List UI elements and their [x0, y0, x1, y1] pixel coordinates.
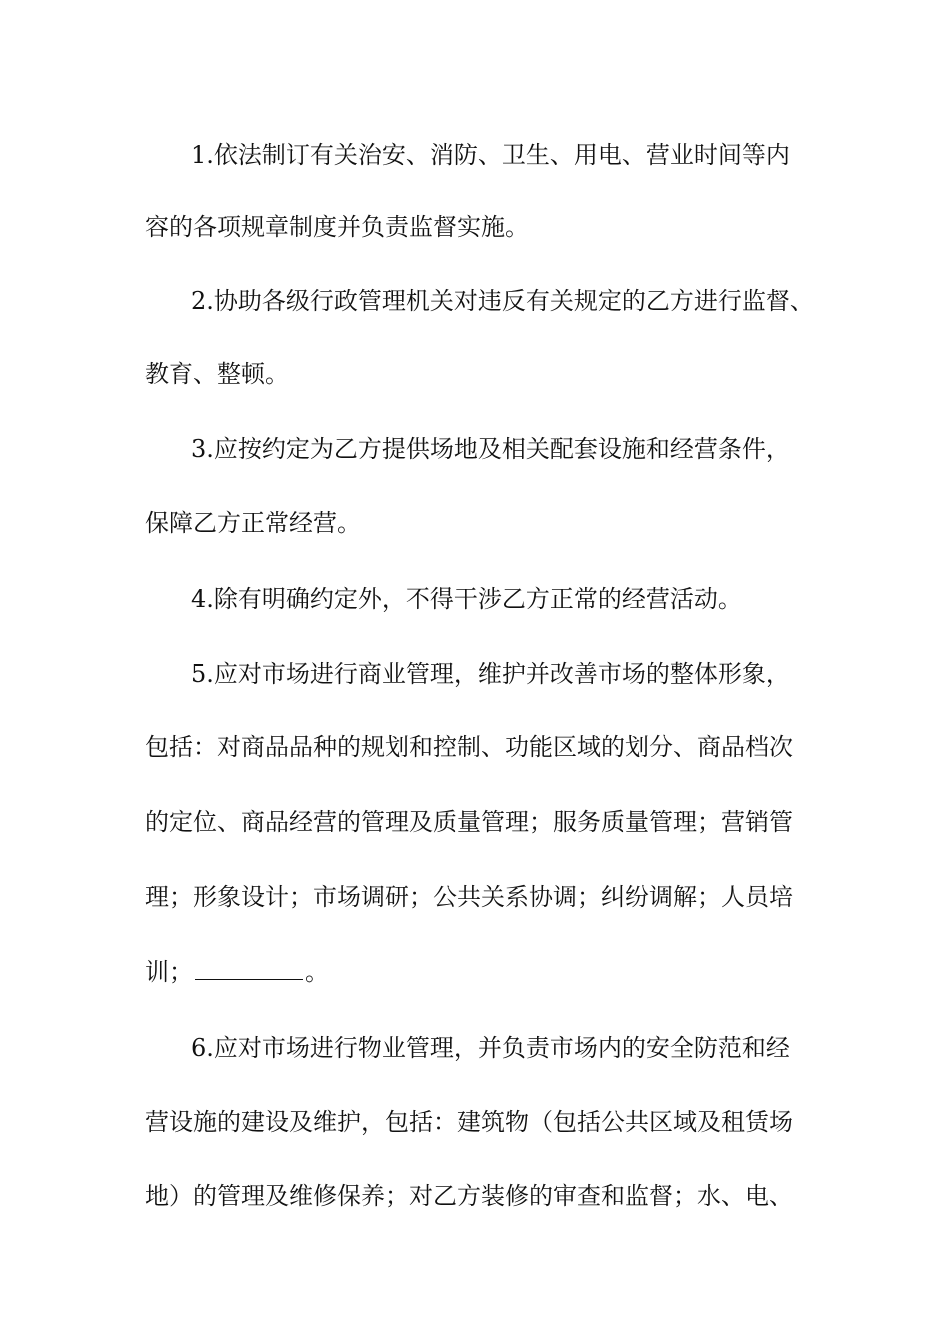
paragraph-5-line-1: 5.应对市场进行商业管理，维护并改善市场的整体形象，: [191, 660, 790, 688]
paragraph-5-line-2: 包括：对商品品种的规划和控制、功能区域的划分、商品档次: [145, 733, 793, 761]
paragraph-3-line-2: 保障乙方正常经营。: [145, 509, 361, 537]
paragraph-1-line-2: 容的各项规章制度并负责监督实施。: [145, 213, 529, 241]
paragraph-2-line-2: 教育、整顿。: [145, 360, 289, 388]
paragraph-4-line-1: 4.除有明确约定外，不得干涉乙方正常的经营活动。: [191, 585, 742, 613]
paragraph-6-line-2: 营设施的建设及维护，包括：建筑物（包括公共区域及租赁场: [145, 1108, 793, 1136]
paragraph-5-line-5: [145, 957, 329, 987]
paragraph-5-line-4: 理；形象设计；市场调研；公共关系协调；纠纷调解；人员培: [145, 883, 793, 911]
paragraph-5-line-3: 的定位、商品经营的管理及质量管理；服务质量管理；营销管: [145, 808, 793, 836]
paragraph-2-line-1: 2.协助各级行政管理机关对违反有关规定的乙方进行监督、: [191, 287, 814, 315]
paragraph-6-line-3: 地）的管理及维修保养；对乙方装修的审查和监督；水、电、: [145, 1182, 793, 1210]
paragraph-5-line-5-end: 。: [305, 958, 329, 986]
paragraph-1-line-1: 1.依法制订有关治安、消防、卫生、用电、营业时间等内: [191, 141, 790, 169]
paragraph-6-line-1: 6.应对市场进行物业管理，并负责市场内的安全防范和经: [191, 1034, 790, 1062]
paragraph-5-line-5-text: 训；: [145, 958, 193, 986]
paragraph-3-line-1: 3.应按约定为乙方提供场地及相关配套设施和经营条件，: [191, 435, 790, 463]
fill-in-blank: [195, 961, 303, 980]
